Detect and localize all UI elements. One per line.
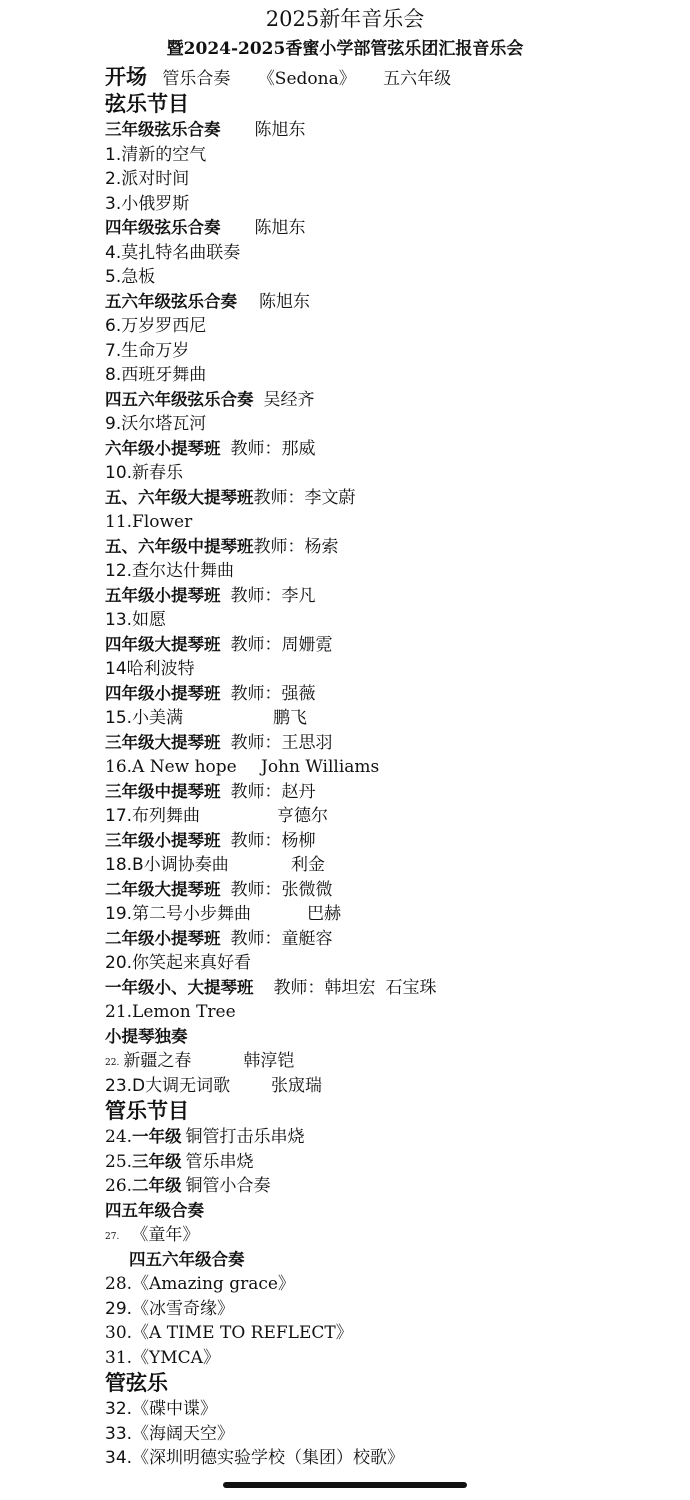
group-heading: [105, 388, 685, 413]
teacher-name: 教师：王思羽: [230, 732, 333, 753]
program-item: 11.Flower: [105, 512, 193, 532]
group-name: 五年级小提琴班: [105, 585, 221, 605]
program-item: [105, 1049, 685, 1074]
piece-title: 16.A New hope: [105, 757, 237, 777]
teacher-name: 教师：杨柳: [230, 830, 316, 851]
group-heading: [105, 437, 685, 462]
program-item: 34.《深圳明德实验学校（集团）校歌》: [105, 1448, 405, 1468]
program-item: [105, 1074, 685, 1099]
program-item: 12.查尔达什舞曲: [105, 561, 235, 581]
teacher-name: 教师：那威: [230, 438, 316, 459]
program-item: 14哈利波特: [105, 659, 195, 679]
program-item: [105, 902, 685, 927]
wind-section-title: 管乐节目: [105, 1099, 189, 1123]
group-heading: [105, 535, 685, 560]
grade: 二年级: [132, 1176, 182, 1195]
group-heading: [105, 1248, 685, 1273]
group-heading: [105, 290, 685, 315]
group-heading: [105, 927, 685, 952]
group-heading: [105, 780, 685, 805]
program-item: 7.生命万岁: [105, 340, 190, 361]
piece-title: 17.布列舞曲: [105, 806, 201, 826]
program-list: [105, 64, 685, 1471]
group-heading: [105, 731, 685, 756]
composer: 巴赫: [307, 904, 341, 924]
group-heading: [105, 486, 685, 511]
group-name: 三年级小提琴班: [105, 830, 221, 850]
program-item: [105, 1150, 685, 1175]
program-item: 20.你笑起来真好看: [105, 953, 252, 973]
program-item: 32.《碟中谍》: [105, 1399, 218, 1419]
group-name: 五、六年级中提琴班: [105, 536, 254, 556]
piece-title: 新疆之春: [123, 1051, 192, 1071]
group-heading: [105, 829, 685, 854]
item-number: 26.: [105, 1176, 133, 1196]
item-number: 24.: [105, 1127, 133, 1147]
group-name: 小提琴独奏: [105, 1026, 188, 1046]
section-heading: [105, 1370, 685, 1397]
program-title: 2025新年音乐会: [265, 7, 425, 31]
group-name: 四年级大提琴班: [105, 634, 221, 654]
opening-grade: 五六年级: [383, 69, 452, 89]
group-name: 二年级大提琴班: [105, 879, 221, 899]
program-subtitle: 暨2024-2025香蜜小学部管弦乐团汇报音乐会: [166, 39, 524, 59]
teacher-name: 陈旭东: [254, 120, 306, 140]
item-number: 27.: [105, 1232, 120, 1242]
group-heading: [105, 682, 685, 707]
teacher-name: 石宝珠: [385, 977, 437, 998]
teacher-name: 教师：杨索: [253, 536, 339, 557]
composer: 亨德尔: [277, 806, 328, 826]
composer: 张宬瑞: [271, 1075, 322, 1096]
opening-piece: 《Sedona》: [257, 69, 356, 89]
group-heading: [105, 1025, 685, 1050]
string-section-title: 弦乐节目: [105, 92, 189, 116]
piece-title: 铜管打击乐串烧: [185, 1127, 305, 1147]
teacher-name: 陈旭东: [254, 218, 306, 238]
program-item: 30.《A TIME TO REFLECT》: [105, 1323, 353, 1343]
teacher-name: 教师：张微微: [230, 879, 333, 900]
piece-title: 管乐串烧: [185, 1151, 254, 1172]
program-item: [105, 755, 685, 780]
composer: 韩淳铠: [243, 1051, 295, 1071]
piece-title: 19.第二号小步舞曲: [105, 904, 252, 924]
group-heading: [105, 878, 685, 903]
item-number: 22.: [105, 1058, 120, 1068]
group-heading: [105, 633, 685, 658]
section-heading: [105, 1098, 685, 1125]
piece-title: 15.小美满: [105, 708, 184, 728]
opening-desc: 管乐合奏: [162, 69, 231, 89]
group-name: 四年级弦乐合奏: [105, 218, 221, 237]
grade: 三年级: [132, 1151, 182, 1171]
composer: 鹏飞: [273, 708, 307, 728]
group-name: 四年级小提琴班: [105, 683, 221, 703]
group-name: 五六年级弦乐合奏: [105, 291, 237, 311]
composer: John Williams: [261, 757, 380, 777]
group-name: 三年级大提琴班: [105, 732, 221, 752]
group-name: 四五年级合奏: [105, 1200, 204, 1220]
program-item: 4.莫扎特名曲联奏: [105, 242, 241, 263]
program-item: [105, 853, 685, 878]
group-name: 一年级小、大提琴班: [105, 977, 254, 997]
orchestra-section-title: 管弦乐: [105, 1371, 168, 1395]
program-item: [105, 706, 685, 731]
composer: 利金: [291, 855, 325, 875]
program-item: 8.西班牙舞曲: [105, 365, 207, 385]
program-item: 3.小俄罗斯: [105, 193, 190, 214]
piece-title: 铜管小合奏: [185, 1176, 271, 1196]
piece-title: 23.D大调无词歌: [105, 1075, 231, 1096]
home-indicator[interactable]: [223, 1482, 467, 1488]
item-number: 25.: [105, 1151, 133, 1172]
group-name: 四五六年级合奏: [129, 1249, 245, 1269]
group-name: 二年级小提琴班: [105, 928, 221, 948]
program-item: 13.如愿: [105, 610, 167, 630]
group-name: 三年级弦乐合奏: [105, 120, 221, 139]
opening-label: 开场: [105, 65, 147, 89]
program-item: [105, 1125, 685, 1150]
group-heading: [105, 118, 685, 143]
section-heading: [105, 91, 685, 118]
teacher-name: 教师：强薇: [230, 683, 316, 704]
group-name: 四五六年级弦乐合奏: [105, 389, 254, 409]
program-item: 10.新春乐: [105, 463, 184, 483]
program-item: 33.《海阔天空》: [105, 1423, 235, 1444]
opening-line: [105, 64, 685, 91]
teacher-name: 陈旭东: [259, 291, 310, 312]
group-heading: [105, 1199, 685, 1224]
teacher-name: 教师：韩坦宏: [273, 977, 376, 998]
grade: 一年级: [132, 1127, 182, 1146]
program-item: 6.万岁罗西尼: [105, 316, 207, 336]
program-item: [105, 1223, 685, 1248]
teacher-name: 教师：周姗霓: [230, 634, 333, 655]
group-heading: [105, 976, 685, 1001]
teacher-name: 教师：李凡: [230, 585, 316, 606]
program-item: [105, 1174, 685, 1199]
teacher-name: 教师：李文蔚: [253, 487, 356, 508]
program-item: 29.《冰雪奇缘》: [105, 1298, 235, 1319]
group-name: 六年级小提琴班: [105, 438, 221, 458]
program-item: 5.急板: [105, 267, 156, 287]
group-heading: [105, 584, 685, 609]
program-item: [105, 804, 685, 829]
program-item: 2.派对时间: [105, 169, 190, 189]
teacher-name: 吴经齐: [263, 389, 315, 410]
group-heading: [105, 216, 685, 241]
piece-title: 《童年》: [131, 1225, 200, 1245]
program-item: 28.《Amazing grace》: [105, 1274, 295, 1294]
teacher-name: 教师：赵丹: [230, 781, 316, 802]
program-item: 9.沃尔塔瓦河: [105, 414, 207, 434]
program-item: 31.《YMCA》: [105, 1347, 220, 1368]
group-name: 三年级中提琴班: [105, 781, 221, 801]
piece-title: 18.B小调协奏曲: [105, 855, 229, 875]
program-item: 1.清新的空气: [105, 144, 207, 165]
group-name: 五、六年级大提琴班: [105, 487, 254, 507]
program-item: 21.Lemon Tree: [105, 1002, 236, 1022]
teacher-name: 教师：童艇容: [230, 928, 333, 949]
